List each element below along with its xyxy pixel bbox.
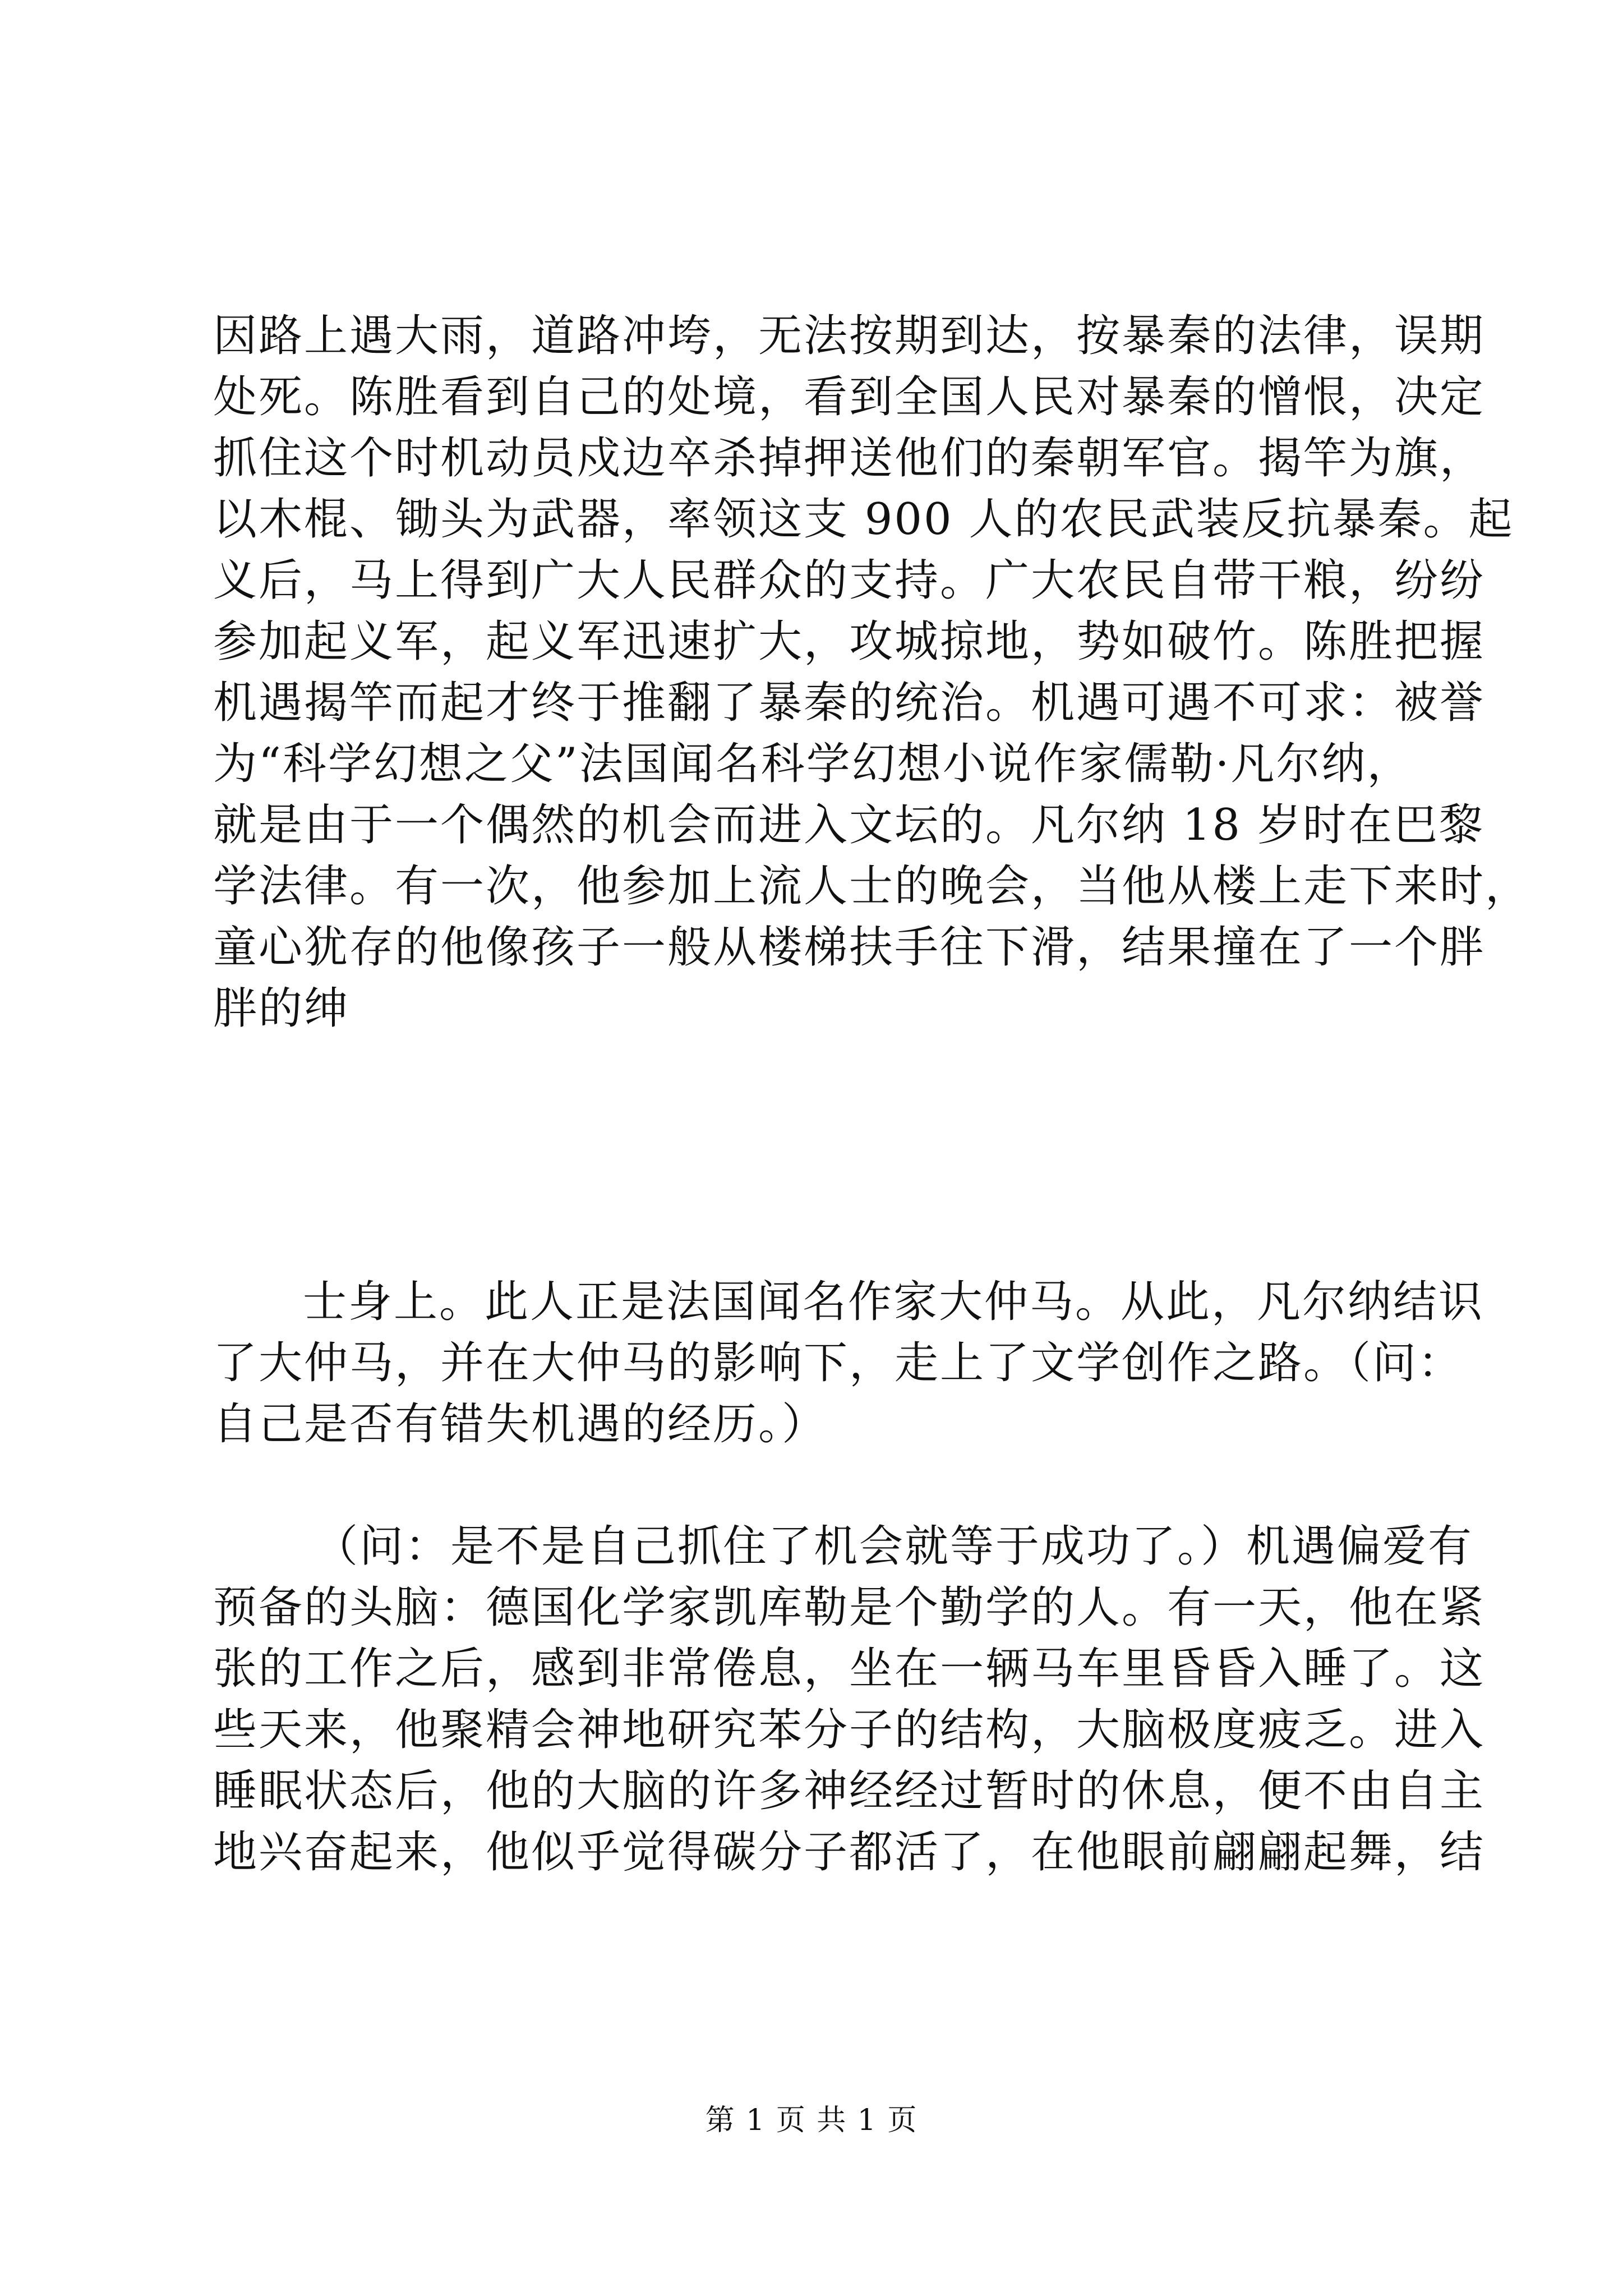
paragraph-line: 就是由于一个偶然的机会而进入文坛的。凡尔纳 18 岁时在巴黎 [213, 800, 1484, 850]
paragraph-line: （问：是不是自己抓住了机会就等于成功了。）机遇偏爱有 [314, 1521, 1474, 1572]
paragraph-line: 胖的绅 [213, 983, 350, 1034]
paragraph-line: 机遇揭竿而起才终于推翻了暴秦的统治。机遇可遇不可求：被誉 [213, 678, 1486, 728]
paragraph-line: 张的工作之后，感到非常倦息，坐在一辆马车里昏昏入睡了。这 [213, 1644, 1486, 1694]
paragraph-line: 预备的头脑：德国化学家凯库勒是个勤学的人。有一天，他在紧 [213, 1582, 1486, 1633]
paragraph-line: 地兴奋起来，他似乎觉得碳分子都活了，在他眼前翩翩起舞，结 [213, 1827, 1486, 1878]
paragraph-line: 童心犹存的他像孩子一般从楼梯扶手往下滑，结果撞在了一个胖 [213, 922, 1486, 973]
paragraph-line: 处死。陈胜看到自己的处境，看到全国人民对暴秦的憎恨，决定 [213, 372, 1486, 422]
paragraph-line: 些天来，他聚精会神地研究苯分子的结构，大脑极度疲乏。进入 [213, 1705, 1486, 1755]
page-footer: 第 1 页 共 1 页 [705, 2104, 918, 2137]
paragraph-2 [213, 1272, 1484, 1455]
paragraph-line: 因路上遇大雨，道路冲垮，无法按期到达，按暴秦的法律，误期 [213, 311, 1486, 361]
paragraph-line: 抓住这个时机动员戍边卒杀掉押送他们的秦朝军官。揭竿为旗， [213, 433, 1486, 484]
paragraph-line: 自己是否有错失机遇的经历。） [213, 1399, 828, 1450]
paragraph-3 [213, 1516, 1486, 1883]
paragraph-1 [213, 306, 1531, 1039]
paragraph-line: 学法律。有一次，他参加上流人士的晚会，当他从楼上走下来时， [213, 861, 1531, 912]
paragraph-line: 了大仲马，并在大仲马的影响下，走上了文学创作之路。（问： [213, 1338, 1464, 1388]
paragraph-line: 睡眠状态后，他的大脑的许多神经经过暂时的休息，便不由自主 [213, 1766, 1486, 1816]
paragraph-line: 为“科学幻想之父”法国闻名科学幻想小说作家儒勒·凡尔纳， [213, 739, 1413, 789]
paragraph-line: 参加起义军，起义军迅速扩大，攻城掠地，势如破竹。陈胜把握 [213, 616, 1486, 667]
paragraph-line: 士身上。此人正是法国闻名作家大仲马。从此，凡尔纳结识 [303, 1277, 1484, 1327]
paragraph-line: 义后，马上得到广大人民群众的支持。广大农民自带干粮，纷纷 [213, 555, 1486, 606]
paragraph-line: 以木棍、锄头为武器，率领这支 900 人的农民武装反抗暴秦。起 [213, 494, 1514, 545]
